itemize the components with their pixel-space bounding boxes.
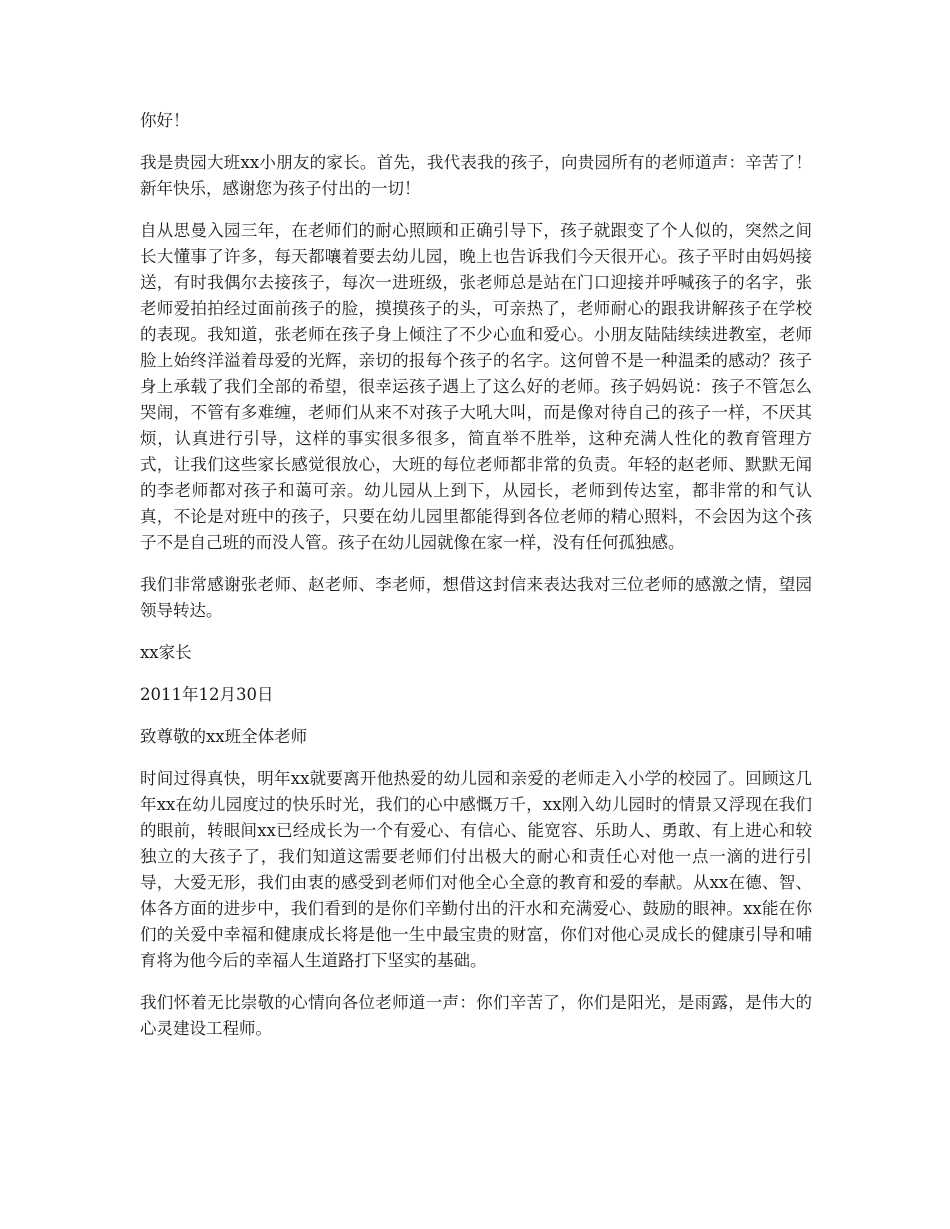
letter1-greeting: 你好！ [140, 111, 190, 130]
document-page [140, 108, 812, 1058]
letter1-signature: xx家长 [140, 643, 192, 662]
letter2-paragraph-2: 我们怀着无比崇敬的心情向各位老师道一声：你们辛苦了，你们是阳光，是雨露，是伟大的心灵建设工程师。 [140, 993, 812, 1038]
letter1-paragraph-2: 自从思曼入园三年，在老师们的耐心照顾和正确引导下，孩子就跟变了个人似的，突然之间长大懂事了许多，每天都嚷着要去幼儿园，晚上也告诉我们今天很开心。孩子平时由妈妈接送，有时我偶尔去接孩子，每次一进班级，张老师总是站在门口迎接并呼喊孩子的名字，张老师爱拍拍经过面前孩子的脸，摸摸孩子的头，可亲热了，老师耐心的跟我讲解孩子在学校的表现。我知道，张老师在孩子身上倾注了不少心血和爱心。小朋友陆陆续续进教室，老师脸上始终洋溢着母爱的光辉，亲切的报每个孩子的名字。这何曾不是一种温柔的感动？孩子身上承载了我们全部的希望，很幸运孩子遇上了这么好的老师。孩子妈妈说：孩子不管怎么哭闹，不管有多难缠，老师们从来不对孩子大吼大叫，而是像对待自己的孩子一样，不厌其烦，认真进行引导，这样的事实很多很多，简直举不胜举，这种充满人性化的教育管理方式，让我们这些家长感觉很放心，大班的每位老师都非常的负责。年轻的赵老师、默默无闻的李老师都对孩子和蔼可亲。幼儿园从上到下，从园长，老师到传达室，都非常的和气认真，不论是对班中的孩子，只要在幼儿园里都能得到各位老师的精心照料，不会因为这个孩子不是自己班的而没人管。孩子在幼儿园就像在家一样，没有任何孤独感。 [140, 221, 812, 552]
letter2-salutation: 致尊敬的xx班全体老师 [140, 727, 308, 746]
letter2-paragraph-1: 时间过得真快，明年xx就要离开他热爱的幼儿园和亲爱的老师走入小学的校园了。回顾这几年xx在幼儿园度过的快乐时光，我们的心中感慨万千，xx刚入幼儿园时的情景又浮现在我们的眼前，转眼间xx已经成长为一个有爱心、有信心、能宽容、乐助人、勇敢、有上进心和较独立的大孩子了，我们知道这需要老师们付出极大的耐心和责任心对他一点一滴的进行引导，大爱无形，我们由衷的感受到老师们对他全心全意的教育和爱的奉献。从xx在德、智、体各方面的进步中，我们看到的是你们辛勤付出的汗水和充满爱心、鼓励的眼神。xx能在你们的关爱中幸福和健康成长将是他一生中最宝贵的财富，你们对他心灵成长的健康引导和哺育将为他今后的幸福人生道路打下坚实的基础。 [140, 769, 812, 970]
letter1-date: 2011年12月30日 [140, 685, 274, 704]
letter1-paragraph-3: 我们非常感谢张老师、赵老师、李老师，想借这封信来表达我对三位老师的感激之情，望园领导转达。 [140, 575, 812, 620]
letter1-paragraph-1: 我是贵园大班xx小朋友的家长。首先，我代表我的孩子，向贵园所有的老师道声：辛苦了！新年快乐，感谢您为孩子付出的一切！ [140, 153, 812, 198]
